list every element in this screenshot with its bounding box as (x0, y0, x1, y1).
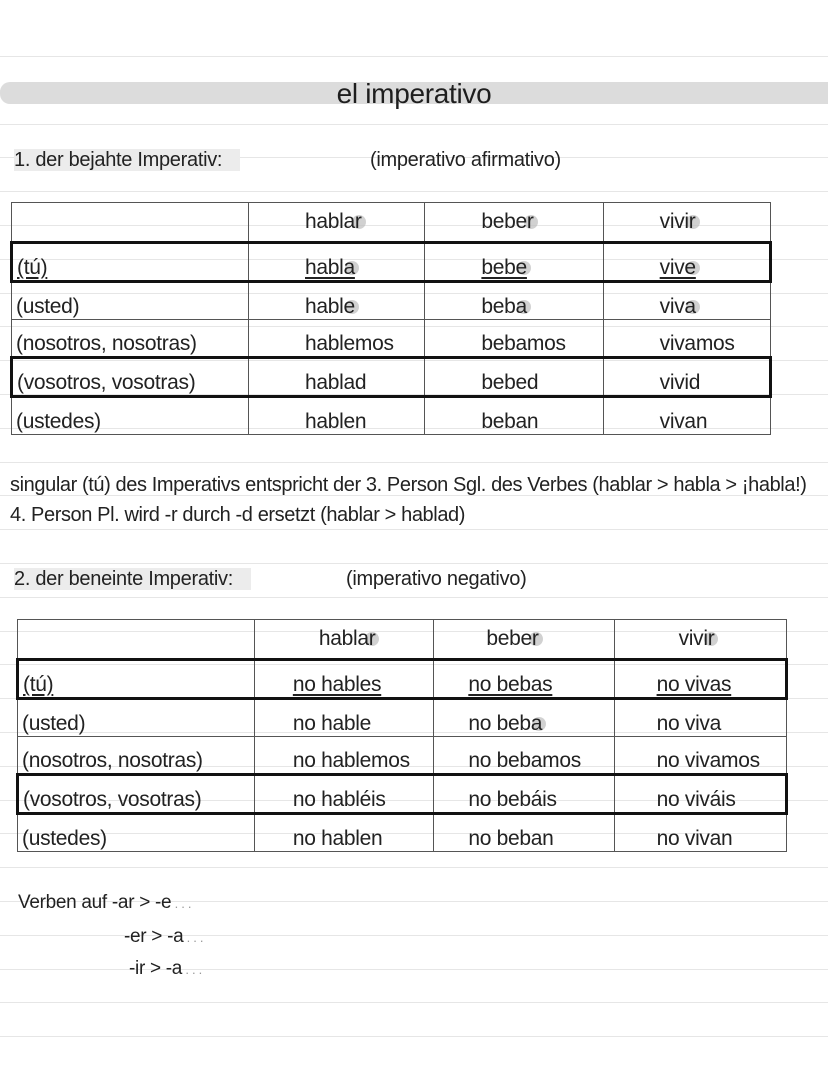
form-cell: vivan (603, 397, 770, 435)
form-cell: no bebamos (434, 737, 614, 775)
header-beber: beber (425, 203, 603, 243)
form-cell: no hables (254, 660, 433, 699)
table-row (12, 243, 771, 282)
rule-ir: -ir > -a . . . (129, 958, 202, 979)
form-cell: vivid (603, 358, 770, 397)
form-cell: bebamos (425, 320, 603, 358)
table-row (18, 699, 787, 737)
form-cell: hable (249, 282, 425, 320)
form-cell: no vivas (614, 660, 786, 699)
section1-heading: 1. der bejahte Imperativ: (14, 149, 240, 172)
header-beber: beber (434, 620, 614, 660)
form-cell: no beba (434, 699, 614, 737)
header-vivir: vivir (603, 203, 770, 243)
section2-heading: 2. der beneinte Imperativ: (14, 568, 251, 591)
person-cell: (usted) (18, 699, 255, 737)
form-cell: hablad (249, 358, 425, 397)
ruling-line (0, 124, 828, 125)
form-cell: bebed (425, 358, 603, 397)
form-cell: no hablen (254, 814, 433, 852)
form-cell: no hable (254, 699, 433, 737)
header-empty (18, 620, 255, 660)
person-cell: (ustedes) (12, 397, 249, 435)
ruling-line (0, 867, 828, 868)
ruling-line (0, 1002, 828, 1003)
rule-er: -er > -a . . . (124, 926, 204, 947)
rule-ar: Verben auf -ar > -e . . . (18, 892, 192, 913)
ruling-line (0, 191, 828, 192)
ruling-line (0, 56, 828, 57)
negative-table (16, 619, 788, 852)
form-cell: no vivamos (614, 737, 786, 775)
form-cell: no bebáis (434, 775, 614, 814)
section1-subtitle: (imperativo afirmativo) (370, 149, 561, 171)
form-cell: no beban (434, 814, 614, 852)
ruling-line (0, 563, 828, 564)
person-cell: (ustedes) (18, 814, 255, 852)
table-row (12, 358, 771, 397)
ruling-line (0, 1036, 828, 1037)
form-cell: no viváis (614, 775, 786, 814)
form-cell: hablen (249, 397, 425, 435)
person-cell: (vosotros, vosotras) (12, 358, 249, 397)
form-cell: no bebas (434, 660, 614, 699)
person-cell: (tú) (12, 243, 249, 282)
form-cell: vive (603, 243, 770, 282)
table-header-row (18, 620, 787, 660)
affirmative-table (10, 202, 772, 435)
section2-subtitle: (imperativo negativo) (346, 568, 527, 590)
table-row (12, 282, 771, 320)
header-vivir: vivir (614, 620, 786, 660)
form-cell: beban (425, 397, 603, 435)
form-cell: hablemos (249, 320, 425, 358)
person-cell: (usted) (12, 282, 249, 320)
table-row (12, 397, 771, 435)
person-cell: (nosotros, nosotras) (12, 320, 249, 358)
ruling-line (0, 529, 828, 530)
table-row (18, 737, 787, 775)
table-row (18, 814, 787, 852)
ruling-line (0, 462, 828, 463)
note-singular: singular (tú) des Imperativs entspricht der 3. Person Sgl. des Verbes (hablar > habla > ¡habla!) (10, 474, 807, 496)
form-cell: no hablemos (254, 737, 433, 775)
page-title: el imperativo (336, 78, 492, 109)
note-plural: 4. Person Pl. wird -r durch -d ersetzt (hablar > hablad) (10, 504, 466, 526)
header-hablar: hablar (249, 203, 425, 243)
form-cell: no viva (614, 699, 786, 737)
ruling-line (0, 597, 828, 598)
header-hablar: hablar (254, 620, 433, 660)
ruling-line (0, 969, 828, 970)
form-cell: no vivan (614, 814, 786, 852)
form-cell: beba (425, 282, 603, 320)
table-row (18, 775, 787, 814)
form-cell: habla (249, 243, 425, 282)
table-header-row (12, 203, 771, 243)
person-cell: (tú) (18, 660, 255, 699)
form-cell: viva (603, 282, 770, 320)
table-row (12, 320, 771, 358)
person-cell: (nosotros, nosotras) (18, 737, 255, 775)
header-empty (12, 203, 249, 243)
person-cell: (vosotros, vosotras) (18, 775, 255, 814)
form-cell: no habléis (254, 775, 433, 814)
table-row (18, 660, 787, 699)
form-cell: vivamos (603, 320, 770, 358)
form-cell: bebe (425, 243, 603, 282)
